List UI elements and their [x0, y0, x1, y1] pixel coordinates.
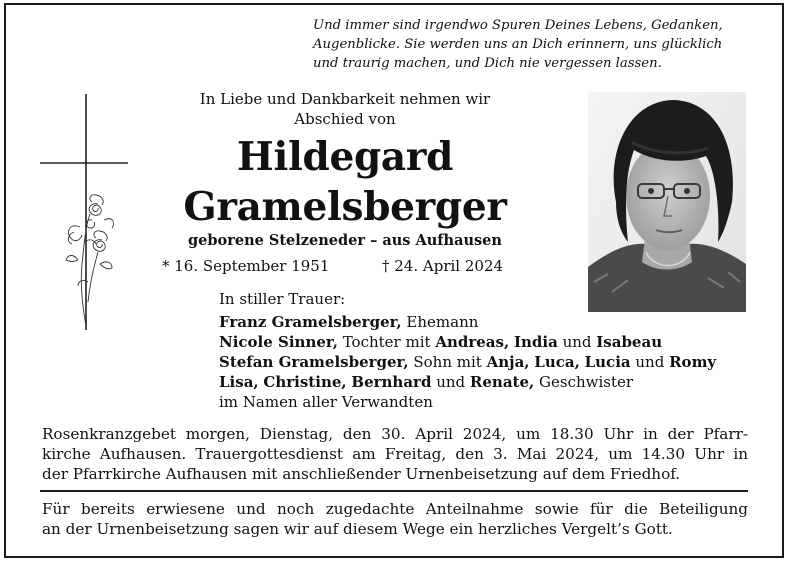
thanks-line: an der Urnenbeisetzung sagen wir auf diesem Wege ein herzliches Vergelt’s Gott. [42, 520, 673, 538]
mourner-relation: im Namen aller Verwandten [219, 393, 433, 411]
deceased-first-name: Hildegard [236, 134, 454, 180]
mourner-row [219, 372, 633, 392]
mourner-name: Lucia [584, 353, 631, 371]
mourner-name: Christine, [263, 373, 347, 391]
mourner-relation: und [557, 333, 597, 351]
quote-line: Und immer sind irgendwo Spuren Deines Lebens, Gedanken, [313, 18, 723, 33]
birth-date: * 16. September 1951 [162, 257, 330, 275]
service-line: kirche Aufhausen. Trauergottesdienst am Freitag, den 3. Mai 2024, um 14.30 Uhr in [42, 445, 748, 463]
quote-line: Augenblicke. Sie werden uns an Dich erinnern, uns glücklich [313, 37, 723, 52]
death-date: † 24. April 2024 [382, 257, 504, 275]
mourner-name: Nicole Sinner, [219, 333, 338, 351]
mourner-name: Renate, [469, 373, 535, 391]
mourner-relation: Ehemann [401, 313, 479, 331]
birth-name: geborene Stelzeneder – aus Aufhausen [188, 232, 502, 249]
cross-with-roses-icon [40, 92, 130, 337]
mourner-name: Luca, [534, 353, 580, 371]
mourner-name: Lisa, [219, 373, 259, 391]
mourner-row [219, 332, 662, 352]
deceased-last-name: Gramelsberger [183, 184, 507, 230]
mourner-name: Franz Gramelsberger, [219, 313, 402, 331]
service-paragraph [42, 424, 748, 484]
mourner-relation: und [630, 353, 670, 371]
mourner-relation: Tochter mit [337, 333, 436, 351]
intro-line: In Liebe und Dankbarkeit nehmen wir [199, 90, 491, 108]
service-line: der Pfarrkirche Aufhausen mit anschließender Urnenbeisetzung auf dem Friedhof. [42, 465, 681, 483]
mourner-name: Isabeau [596, 333, 663, 351]
thanks-paragraph [42, 499, 748, 539]
divider [40, 490, 748, 492]
mourner-name: Bernhard [351, 373, 432, 391]
mourner-row [219, 312, 478, 332]
thanks-line: Für bereits erwiesene und noch zugedachte Anteilnahme sowie für die Beteiligung [42, 500, 748, 518]
quote-line: und traurig machen, und Dich nie vergessen lassen. [313, 56, 662, 71]
mourner-relation: und [431, 373, 470, 391]
mourner-relation: Sohn mit [408, 353, 487, 371]
mourner-row [219, 352, 716, 372]
portrait-photo [588, 92, 746, 312]
intro-line: Abschied von [294, 110, 396, 128]
mourner-relation: Geschwister [534, 373, 634, 391]
service-line: Rosenkranzgebet morgen, Dienstag, den 30. April 2024, um 18.30 Uhr in der Pfarr- [42, 425, 748, 443]
mourner-name: India [513, 333, 558, 351]
mourner-name: Andreas, [435, 333, 510, 351]
mourner-name: Stefan Gramelsberger, [219, 353, 409, 371]
mourner-row [219, 392, 433, 412]
mourners-heading: In stiller Trauer: [219, 290, 346, 308]
memorial-quote [313, 16, 753, 73]
mourner-name: Anja, [486, 353, 530, 371]
mourner-name: Romy [669, 353, 717, 371]
